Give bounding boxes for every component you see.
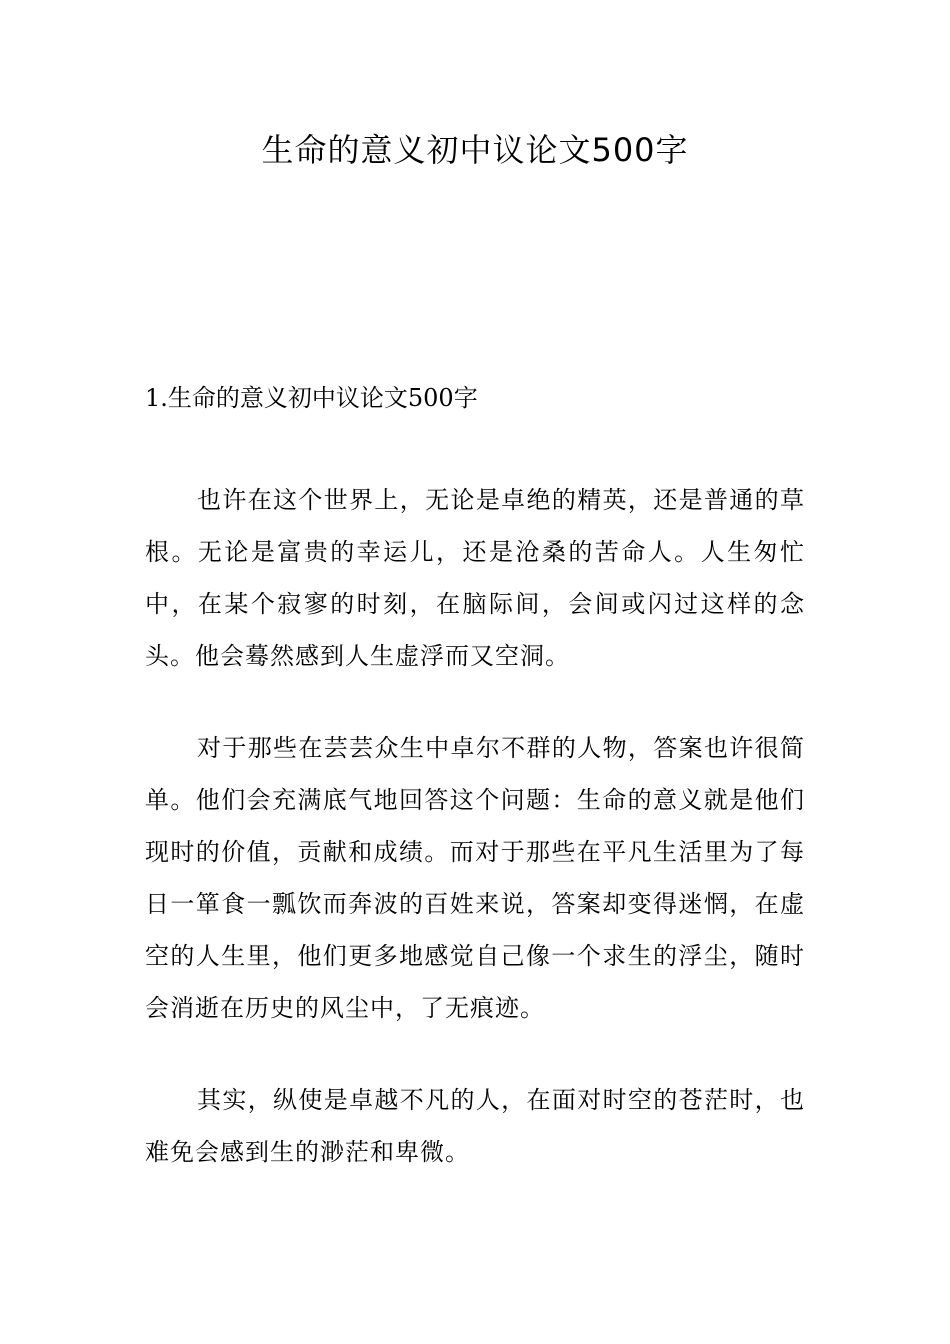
document-title: 生命的意义初中议论文500字 [261,131,689,169]
body-paragraph: 也许在这个世界上，无论是卓绝的精英，还是普通的草根。无论是富贵的幸运儿，还是沧桑的苦命人。人生匆忙中，在某个寂寥的时刻，在脑际间，会间或闪过这样的念头。他会蓦然感到人生虚浮而又空洞。 [145,486,805,670]
section-heading: 1.生命的意义初中议论文500字 [145,384,478,412]
body-paragraph: 其实，纵使是卓越不凡的人，在面对时空的苍茫时，也难免会感到生的渺茫和卑微。 [145,1086,805,1166]
body-paragraph: 对于那些在芸芸众生中卓尔不群的人物，答案也许很简单。他们会充满底气地回答这个问题：生命的意义就是他们现时的价值，贡献和成绩。而对于那些在平凡生活里为了每日一箪食一瓢饮而奔波的百姓来说，答案却变得迷惘，在虚空的人生里，他们更多地感觉自己像一个求生的浮尘，随时会消逝在历史的风尘中，了无痕迹。 [145,734,805,1022]
